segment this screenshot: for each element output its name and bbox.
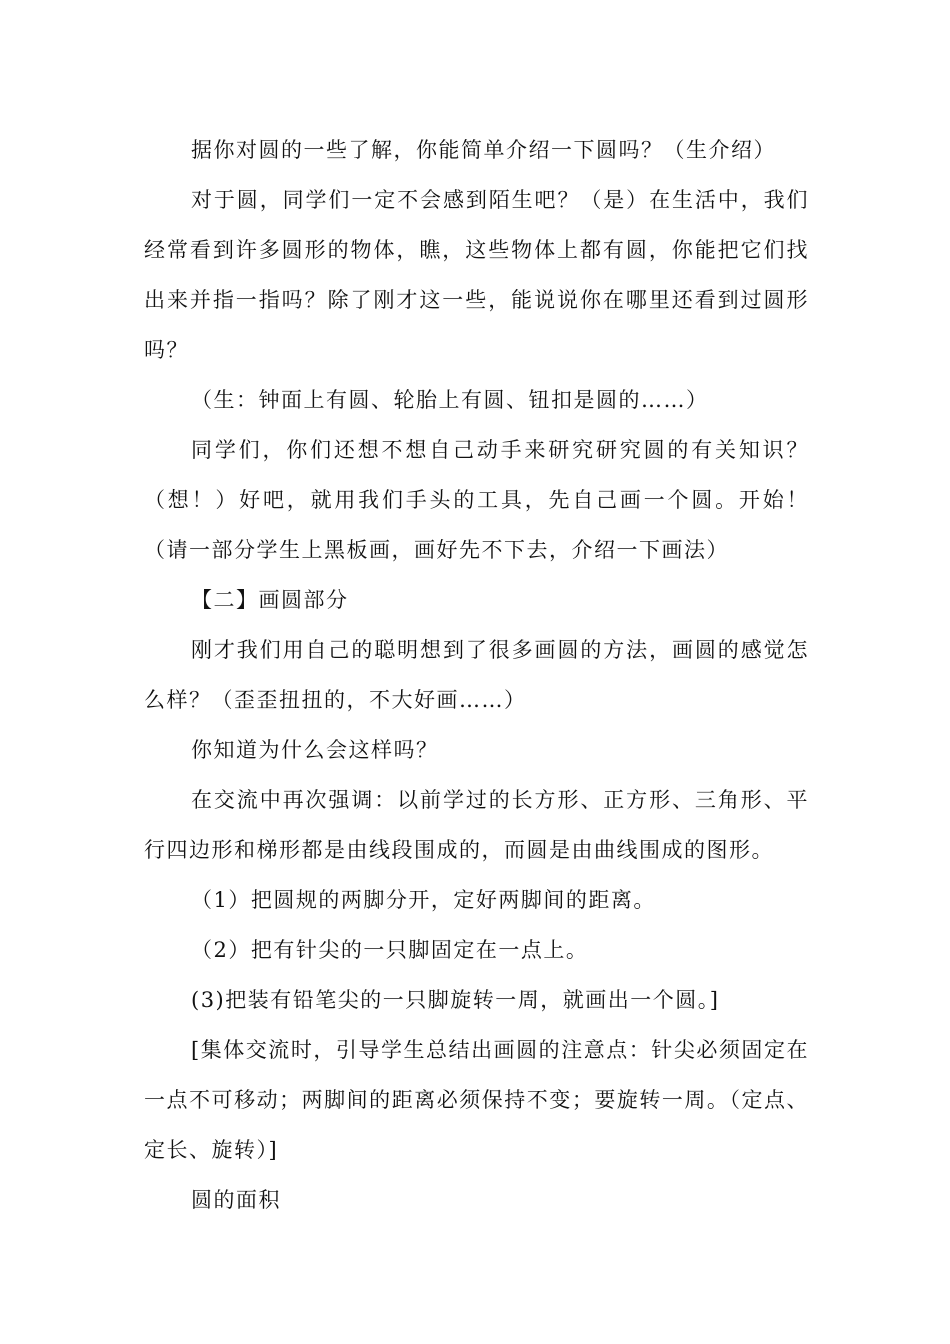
step-2: （2）把有针尖的一只脚固定在一点上。: [191, 938, 589, 962]
paragraph-circle-objects: 对于圆，同学们一定不会感到陌生吧？（是）在生活中，我们经常看到许多圆形的物体，瞧，这些物体上都有圆，你能把它们找出来并指一指吗？除了刚才这一些，能说说你在哪里还看到过圆形吗？: [144, 188, 809, 362]
section-heading-drawing: 【二】画圆部分: [191, 588, 349, 612]
paragraph-student-answers: （生：钟面上有圆、轮胎上有圆、钮扣是圆的……）: [191, 388, 709, 412]
step-3: (3)把装有铅笔尖的一只脚旋转一周，就画出一个圆。]: [191, 988, 720, 1012]
paragraph-emphasis: 在交流中再次强调：以前学过的长方形、正方形、三角形、平行四边形和梯形都是由线段围成的，而圆是由曲线围成的图形。: [144, 788, 809, 862]
paragraph-draw-circle: 同学们，你们还想不想自己动手来研究研究圆的有关知识？（想！）好吧，就用我们手头的工具，先自己画一个圆。开始！（请一部分学生上黑板画，画好先不下去，介绍一下画法）: [144, 438, 809, 562]
paragraph-intro-question: 据你对圆的一些了解，你能简单介绍一下圆吗？（生介绍）: [191, 138, 776, 162]
paragraph-drawing-feeling: 刚才我们用自己的聪明想到了很多画圆的方法，画圆的感觉怎么样？（歪歪扭扭的，不大好画……）: [144, 638, 809, 712]
paragraph-summary-points: [集体交流时，引导学生总结出画圆的注意点：针尖必须固定在一点不可移动；两脚间的距离必须保持不变；要旋转一周。（定点、定长、旋转）]: [144, 1038, 809, 1162]
paragraph-why-question: 你知道为什么会这样吗？: [191, 738, 439, 762]
step-1: （1）把圆规的两脚分开，定好两脚间的距离。: [191, 888, 656, 912]
section-heading-area: 圆的面积: [191, 1188, 281, 1212]
